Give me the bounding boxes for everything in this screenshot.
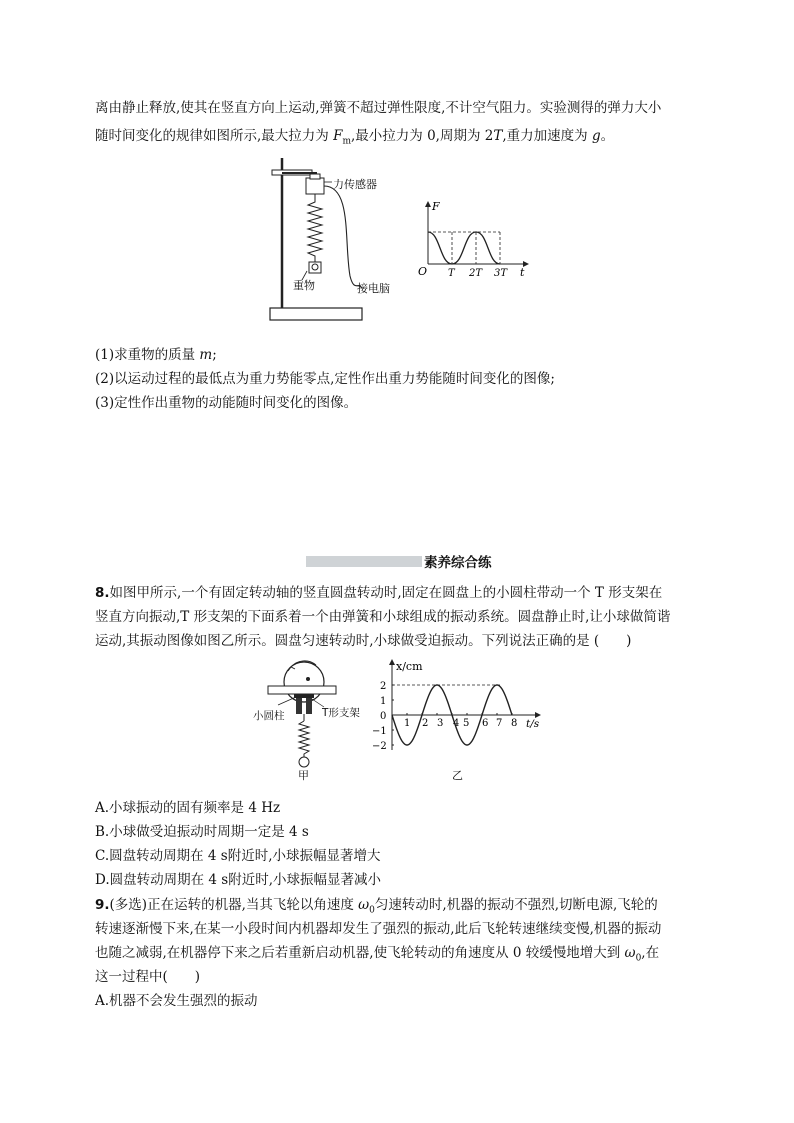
q9-text-b: 匀速转动时,机器的振动不强烈,切断电源,飞轮的 [374,897,658,913]
fm-symbol: F [333,128,343,144]
q8-line-2: 竖直方向振动,T 形支架的下面系着一个由弹簧和小球组成的振动系统。圆盘静止时,让小球做简谐 [95,609,671,625]
sensor-label: 力传感器 [333,178,377,191]
q9-line-3 [95,941,659,964]
q9-line-4: 这一过程中( ) [95,969,201,985]
stand-base [270,308,362,320]
question-7-3: (3)定性作出重物的动能随时间变化的图像。 [95,395,358,411]
q9-line-2: 转速逐渐慢下来,在某一小段时间内机器却发生了强烈的振动,此后飞轮转速继续变慢,机器的振动 [95,921,662,937]
t-axis-label-2: t/s [526,718,540,730]
q8-number: 8. [95,585,110,601]
vibration-graph [360,658,550,763]
y-tick-1: 1 [380,696,387,707]
q7-1-end: ; [212,347,217,363]
x-tick-2: 2 [422,718,429,729]
q9-line-1 [95,893,658,916]
x-tick-1: 1 [404,718,411,729]
intro-text-c: ,重力加速度为 [502,128,592,144]
y-tick-neg2: −2 [372,741,387,752]
weight-label: 重物 [293,279,315,292]
spring-2 [299,721,309,758]
intro-text-b: ,最小拉力为 0,周期为 2 [351,128,494,144]
t-frame-bar [268,686,336,694]
q9-number: 9. [95,897,110,913]
tick-t: T [448,268,455,279]
q8-option-d[interactable]: D.圆盘转动周期在 4 s附近时,小球振幅显著减小 [95,872,382,888]
y-tick-2: 2 [380,681,387,692]
computer-cable [324,186,362,288]
q8-line-1-text: 如图甲所示,一个有固定转动轴的竖直圆盘转动时,固定在圆盘上的小圆柱带动一个 T 形支架在 [109,585,663,601]
g-symbol: g [591,128,601,144]
section-title: 素养综合练 [424,555,492,571]
x-tick-6: 6 [482,718,489,729]
figure-b-caption: 乙 [452,769,463,782]
intro-line-2 [95,124,614,147]
t-symbol: T [493,128,503,144]
omega-symbol: ω [358,897,370,913]
q8-option-b[interactable]: B.小球做受迫振动时周期一定是 4 s [95,824,309,840]
figure-a-caption: 甲 [298,769,309,782]
y-tick-neg1: −1 [372,726,387,737]
q9-option-a[interactable]: A.机器不会发生强烈的振动 [95,993,258,1009]
q8-line-1 [95,581,662,601]
x-axis-label: x/cm [396,660,423,673]
x-tick-4: 4 [453,718,460,729]
q8-line-3: 运动,其振动图像如图乙所示。圆盘匀速转动时,小球做受迫振动。下列说法正确的是 ( ) [95,633,632,649]
omega-subscript: 0 [369,905,375,916]
q7-1-text: (1)求重物的质量 [95,347,200,363]
force-curve [428,232,500,264]
q9-text-3end: ,在 [641,945,660,961]
force-time-graph [412,198,537,283]
q8-option-a[interactable]: A.小球振动的固有频率是 4 Hz [95,800,281,816]
q8-option-c[interactable]: C.圆盘转动周期在 4 s附近时,小球振幅显著增大 [95,848,381,864]
computer-label: 接电脑 [357,282,390,295]
omega-subscript-2: 0 [635,953,642,964]
ball [299,757,309,767]
x-tick-8: 8 [511,718,518,729]
tick-2t: 2T [469,268,483,279]
section-bar [306,556,422,567]
sensor-box [306,178,324,194]
intro-text-a: 随时间变化的规律如图所示,最大拉力为 [95,128,334,144]
q9-text-a: (多选)正在运转的机器,当其飞轮以角速度 [109,897,359,913]
question-7-1 [95,343,217,363]
intro-line-1: 离由静止释放,使其在竖直方向上运动,弹簧不超过弹性限度,不计空气阻力。实验测得的弹力大小 [95,100,662,116]
omega-symbol-2: ω [624,945,636,961]
x-tick-5: 5 [463,718,470,729]
f-axis-label: F [432,200,440,213]
mass-symbol: m [199,347,213,363]
q9-text-3a: 也随之减弱,在机器停下来之后若重新启动机器,使飞轮转动的角速度从 0 较缓慢地增大到 [95,945,625,961]
question-7-2: (2)以运动过程的最低点为重力势能零点,定性作出重力势能随时间变化的图像; [95,371,555,387]
y-tick-0: 0 [380,711,387,722]
tick-3t: 3T [494,268,508,279]
fm-subscript: m [342,136,352,147]
x-tick-3: 3 [437,718,444,729]
t-axis-label: t [520,266,525,279]
x-tick-7: 7 [496,718,503,729]
cylinder-label: 小圆柱 [253,710,285,722]
origin-label: O [418,265,428,278]
intro-text-end: 。 [600,128,615,144]
spring [308,194,322,262]
frame-label: T形支架 [322,707,360,719]
